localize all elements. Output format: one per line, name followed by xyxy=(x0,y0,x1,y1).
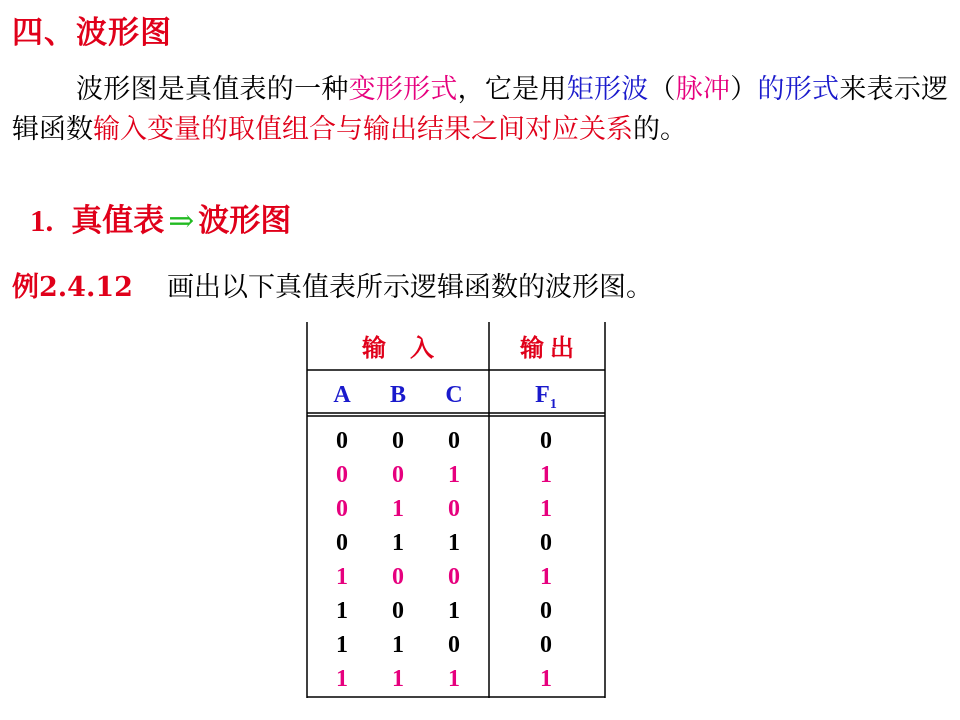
paragraph-run: 矩形波 xyxy=(566,74,649,105)
cell-F-row-4: 0 xyxy=(540,530,552,556)
cell-C-row-7: 0 xyxy=(448,632,460,658)
cell-C-row-1: 0 xyxy=(448,428,460,454)
subsection-heading xyxy=(30,198,291,244)
cell-A-row-4: 0 xyxy=(336,530,348,556)
truth-table xyxy=(306,322,606,698)
cell-F-row-3: 1 xyxy=(540,496,552,522)
var-B: B xyxy=(389,382,407,408)
cell-B-row-2: 0 xyxy=(392,462,404,488)
paragraph-run: 脉冲 xyxy=(675,74,731,105)
cell-A-row-1: 0 xyxy=(336,428,348,454)
cell-C-row-8: 1 xyxy=(448,666,460,692)
var-F: F xyxy=(535,382,550,408)
paragraph-run: （ xyxy=(648,74,676,105)
cell-C-row-4: 1 xyxy=(448,530,460,556)
cell-C-row-6: 1 xyxy=(448,598,460,624)
cell-B-row-7: 1 xyxy=(392,632,404,658)
subsection-waveform-label: 波形图 xyxy=(198,203,292,239)
paragraph-run: ） xyxy=(730,74,758,105)
cell-F-row-1: 0 xyxy=(540,428,552,454)
section-heading: 四、波形图 xyxy=(12,15,172,51)
cell-B-row-5: 0 xyxy=(392,564,404,590)
subsection-number: 1. xyxy=(30,203,54,238)
paragraph-run: ，它是用 xyxy=(457,74,567,105)
cell-C-row-3: 0 xyxy=(448,496,460,522)
cell-F-row-5: 1 xyxy=(540,564,552,590)
cell-F-row-7: 0 xyxy=(540,632,552,658)
cell-F-row-6: 0 xyxy=(540,598,552,624)
cell-F-row-8: 1 xyxy=(540,666,552,692)
cell-B-row-1: 0 xyxy=(392,428,404,454)
paragraph-run: 输入变量的取值组合与输出结果之间对应关系 xyxy=(93,114,633,145)
cell-B-row-4: 1 xyxy=(392,530,404,556)
cell-B-row-6: 0 xyxy=(392,598,404,624)
cell-C-row-2: 1 xyxy=(448,462,460,488)
cell-B-row-8: 1 xyxy=(392,666,404,692)
cell-A-row-8: 1 xyxy=(336,666,348,692)
waveform-definition-paragraph xyxy=(12,70,948,150)
paragraph-run: 的。 xyxy=(633,114,687,145)
cell-F-row-2: 1 xyxy=(540,462,552,488)
paragraph-run: 变形形式 xyxy=(348,74,458,105)
paragraph-run: 波形图是真值表的一种 xyxy=(76,74,349,105)
var-C: C xyxy=(445,382,463,408)
example-text: 画出以下真值表所示逻辑函数的波形图。 xyxy=(166,272,653,303)
double-arrow-icon: ⇒ xyxy=(168,203,195,239)
paragraph-run: 的形式 xyxy=(757,74,840,105)
var-A: A xyxy=(333,382,351,408)
cell-B-row-3: 1 xyxy=(392,496,404,522)
cell-A-row-7: 1 xyxy=(336,632,348,658)
cell-A-row-6: 1 xyxy=(336,598,348,624)
paragraph-run: 来表示逻辑函数 xyxy=(12,74,949,145)
cell-A-row-2: 0 xyxy=(336,462,348,488)
cell-A-row-3: 0 xyxy=(336,496,348,522)
inputs-header: 输 入 xyxy=(362,336,434,362)
var-F-subscript: 1 xyxy=(549,397,557,412)
example-line xyxy=(12,268,653,308)
cell-C-row-5: 0 xyxy=(448,564,460,590)
example-label: 例2.4.12 xyxy=(12,272,133,303)
cell-A-row-5: 1 xyxy=(336,564,348,590)
var-F1 xyxy=(535,382,557,412)
outputs-header: 输 出 xyxy=(520,336,574,362)
truth-table-rows xyxy=(336,428,552,692)
subsection-truth-table-label: 真值表 xyxy=(71,203,165,239)
